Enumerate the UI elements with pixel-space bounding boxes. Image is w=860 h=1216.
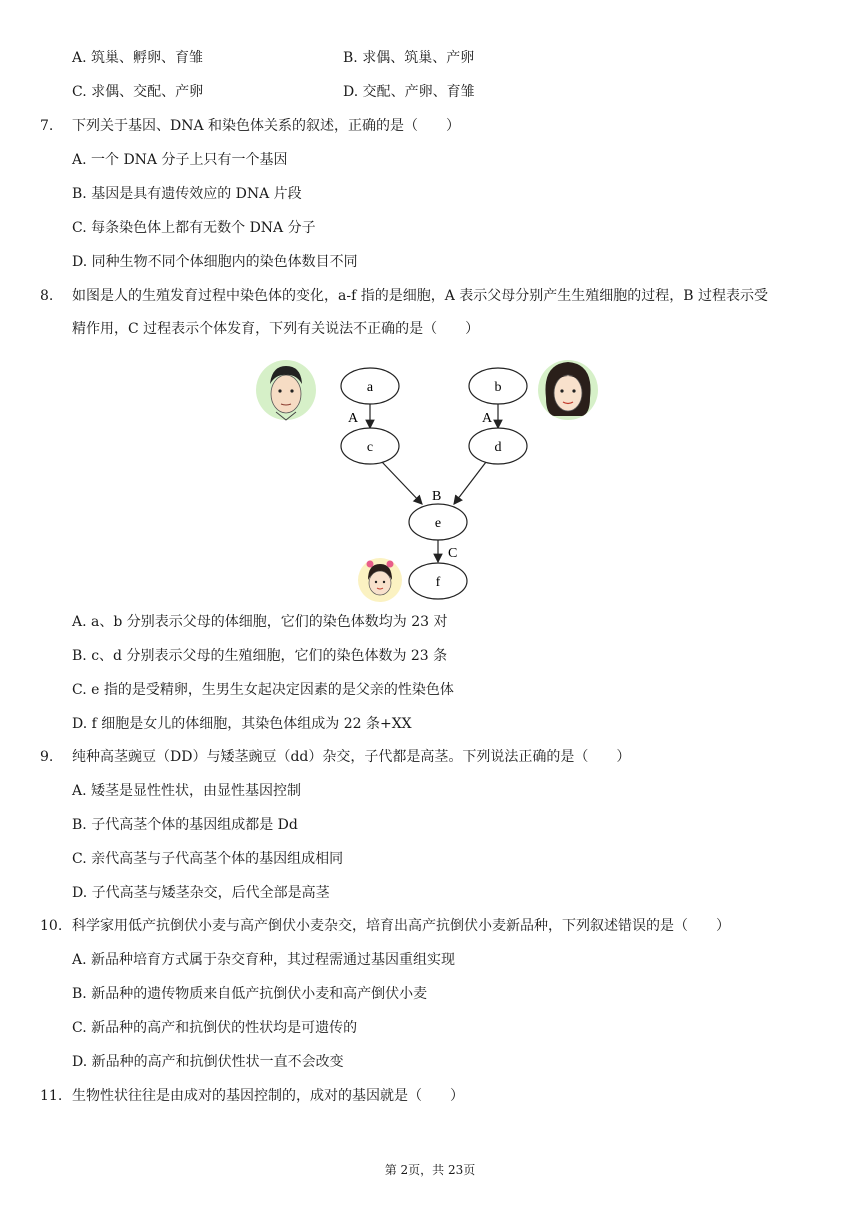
edge-label-a-left: A (348, 411, 359, 426)
page-footer: 第 2页，共 23页 (384, 1163, 476, 1177)
q8-number: 8. (40, 288, 54, 304)
edge-d-e (454, 462, 486, 504)
q7-option-c: C. 每条染色体上都有无数个 DNA 分子 (72, 220, 316, 236)
q11-number: 11. (40, 1088, 63, 1104)
q8-option-b: B. c、d 分别表示父母的生殖细胞，它们的染色体数为 23 条 (72, 648, 448, 664)
edge-label-c: C (448, 546, 458, 561)
edge-c-e (382, 462, 422, 504)
q11-stem: 生物性状往往是由成对的基因控制的，成对的基因就是（ ） (72, 1088, 464, 1104)
reproduction-diagram (256, 350, 606, 610)
q10-option-a: A. 新品种培育方式属于杂交育种，其过程需通过基因重组实现 (72, 952, 456, 968)
node-d-label: d (494, 440, 502, 455)
edge-label-b: B (432, 489, 442, 504)
q6-option-d: D. 交配、产卵、育雏 (343, 84, 475, 100)
node-a-label: a (366, 380, 374, 395)
node-b-label: b (494, 380, 502, 395)
daughter-portrait-icon (358, 558, 402, 602)
q8-stem-line2: 精作用，C 过程表示个体发育，下列有关说法不正确的是（ ） (72, 321, 480, 337)
q7-option-d: D. 同种生物不同个体细胞内的染色体数目不同 (72, 254, 358, 270)
q8-option-c: C. e 指的是受精卵，生男生女起决定因素的是父亲的性染色体 (72, 682, 454, 698)
q10-stem: 科学家用低产抗倒伏小麦与高产倒伏小麦杂交，培育出高产抗倒伏小麦新品种，下列叙述错误的是（ ） (72, 918, 730, 934)
q9-option-c: C. 亲代高茎与子代高茎个体的基因组成相同 (72, 851, 344, 867)
q7-option-b: B. 基因是具有遗传效应的 DNA 片段 (72, 186, 302, 202)
q7-option-a: A. 一个 DNA 分子上只有一个基因 (72, 152, 288, 168)
mother-portrait-icon (538, 360, 598, 420)
q8-stem-line1: 如图是人的生殖发育过程中染色体的变化，a-f 指的是细胞，A 表示父母分别产生生殖细胞的过程，B 过程表示受 (72, 288, 769, 304)
edge-label-a-right: A (482, 411, 493, 426)
q9-number: 9. (40, 749, 54, 765)
q6-option-a: A. 筑巢、孵卵、育雏 (72, 50, 204, 66)
q7-stem: 下列关于基因、DNA 和染色体关系的叙述，正确的是（ ） (72, 118, 461, 134)
q8-option-d: D. f 细胞是女儿的体细胞，其染色体组成为 22 条+XX (72, 716, 412, 732)
q7-number: 7. (40, 118, 54, 134)
q10-number: 10. (40, 918, 63, 934)
father-portrait-icon (256, 360, 316, 420)
q10-option-b: B. 新品种的遗传物质来自低产抗倒伏小麦和高产倒伏小麦 (72, 986, 428, 1002)
q8-option-a: A. a、b 分别表示父母的体细胞，它们的染色体数均为 23 对 (72, 614, 448, 630)
q9-stem: 纯种高茎豌豆（DD）与矮茎豌豆（dd）杂交，子代都是高茎。下列说法正确的是（ ） (72, 749, 631, 765)
q9-option-b: B. 子代高茎个体的基因组成都是 Dd (72, 817, 298, 833)
node-e-label: e (434, 516, 442, 531)
q10-option-c: C. 新品种的高产和抗倒伏的性状均是可遗传的 (72, 1020, 358, 1036)
q6-option-b: B. 求偶、筑巢、产卵 (343, 50, 475, 66)
q9-option-d: D. 子代高茎与矮茎杂交，后代全部是高茎 (72, 885, 330, 901)
q9-option-a: A. 矮茎是显性性状，由显性基因控制 (72, 783, 302, 799)
q10-option-d: D. 新品种的高产和抗倒伏性状一直不会改变 (72, 1054, 344, 1070)
node-c-label: c (366, 440, 374, 455)
node-f-label: f (435, 575, 441, 590)
q6-option-c: C. 求偶、交配、产卵 (72, 84, 204, 100)
